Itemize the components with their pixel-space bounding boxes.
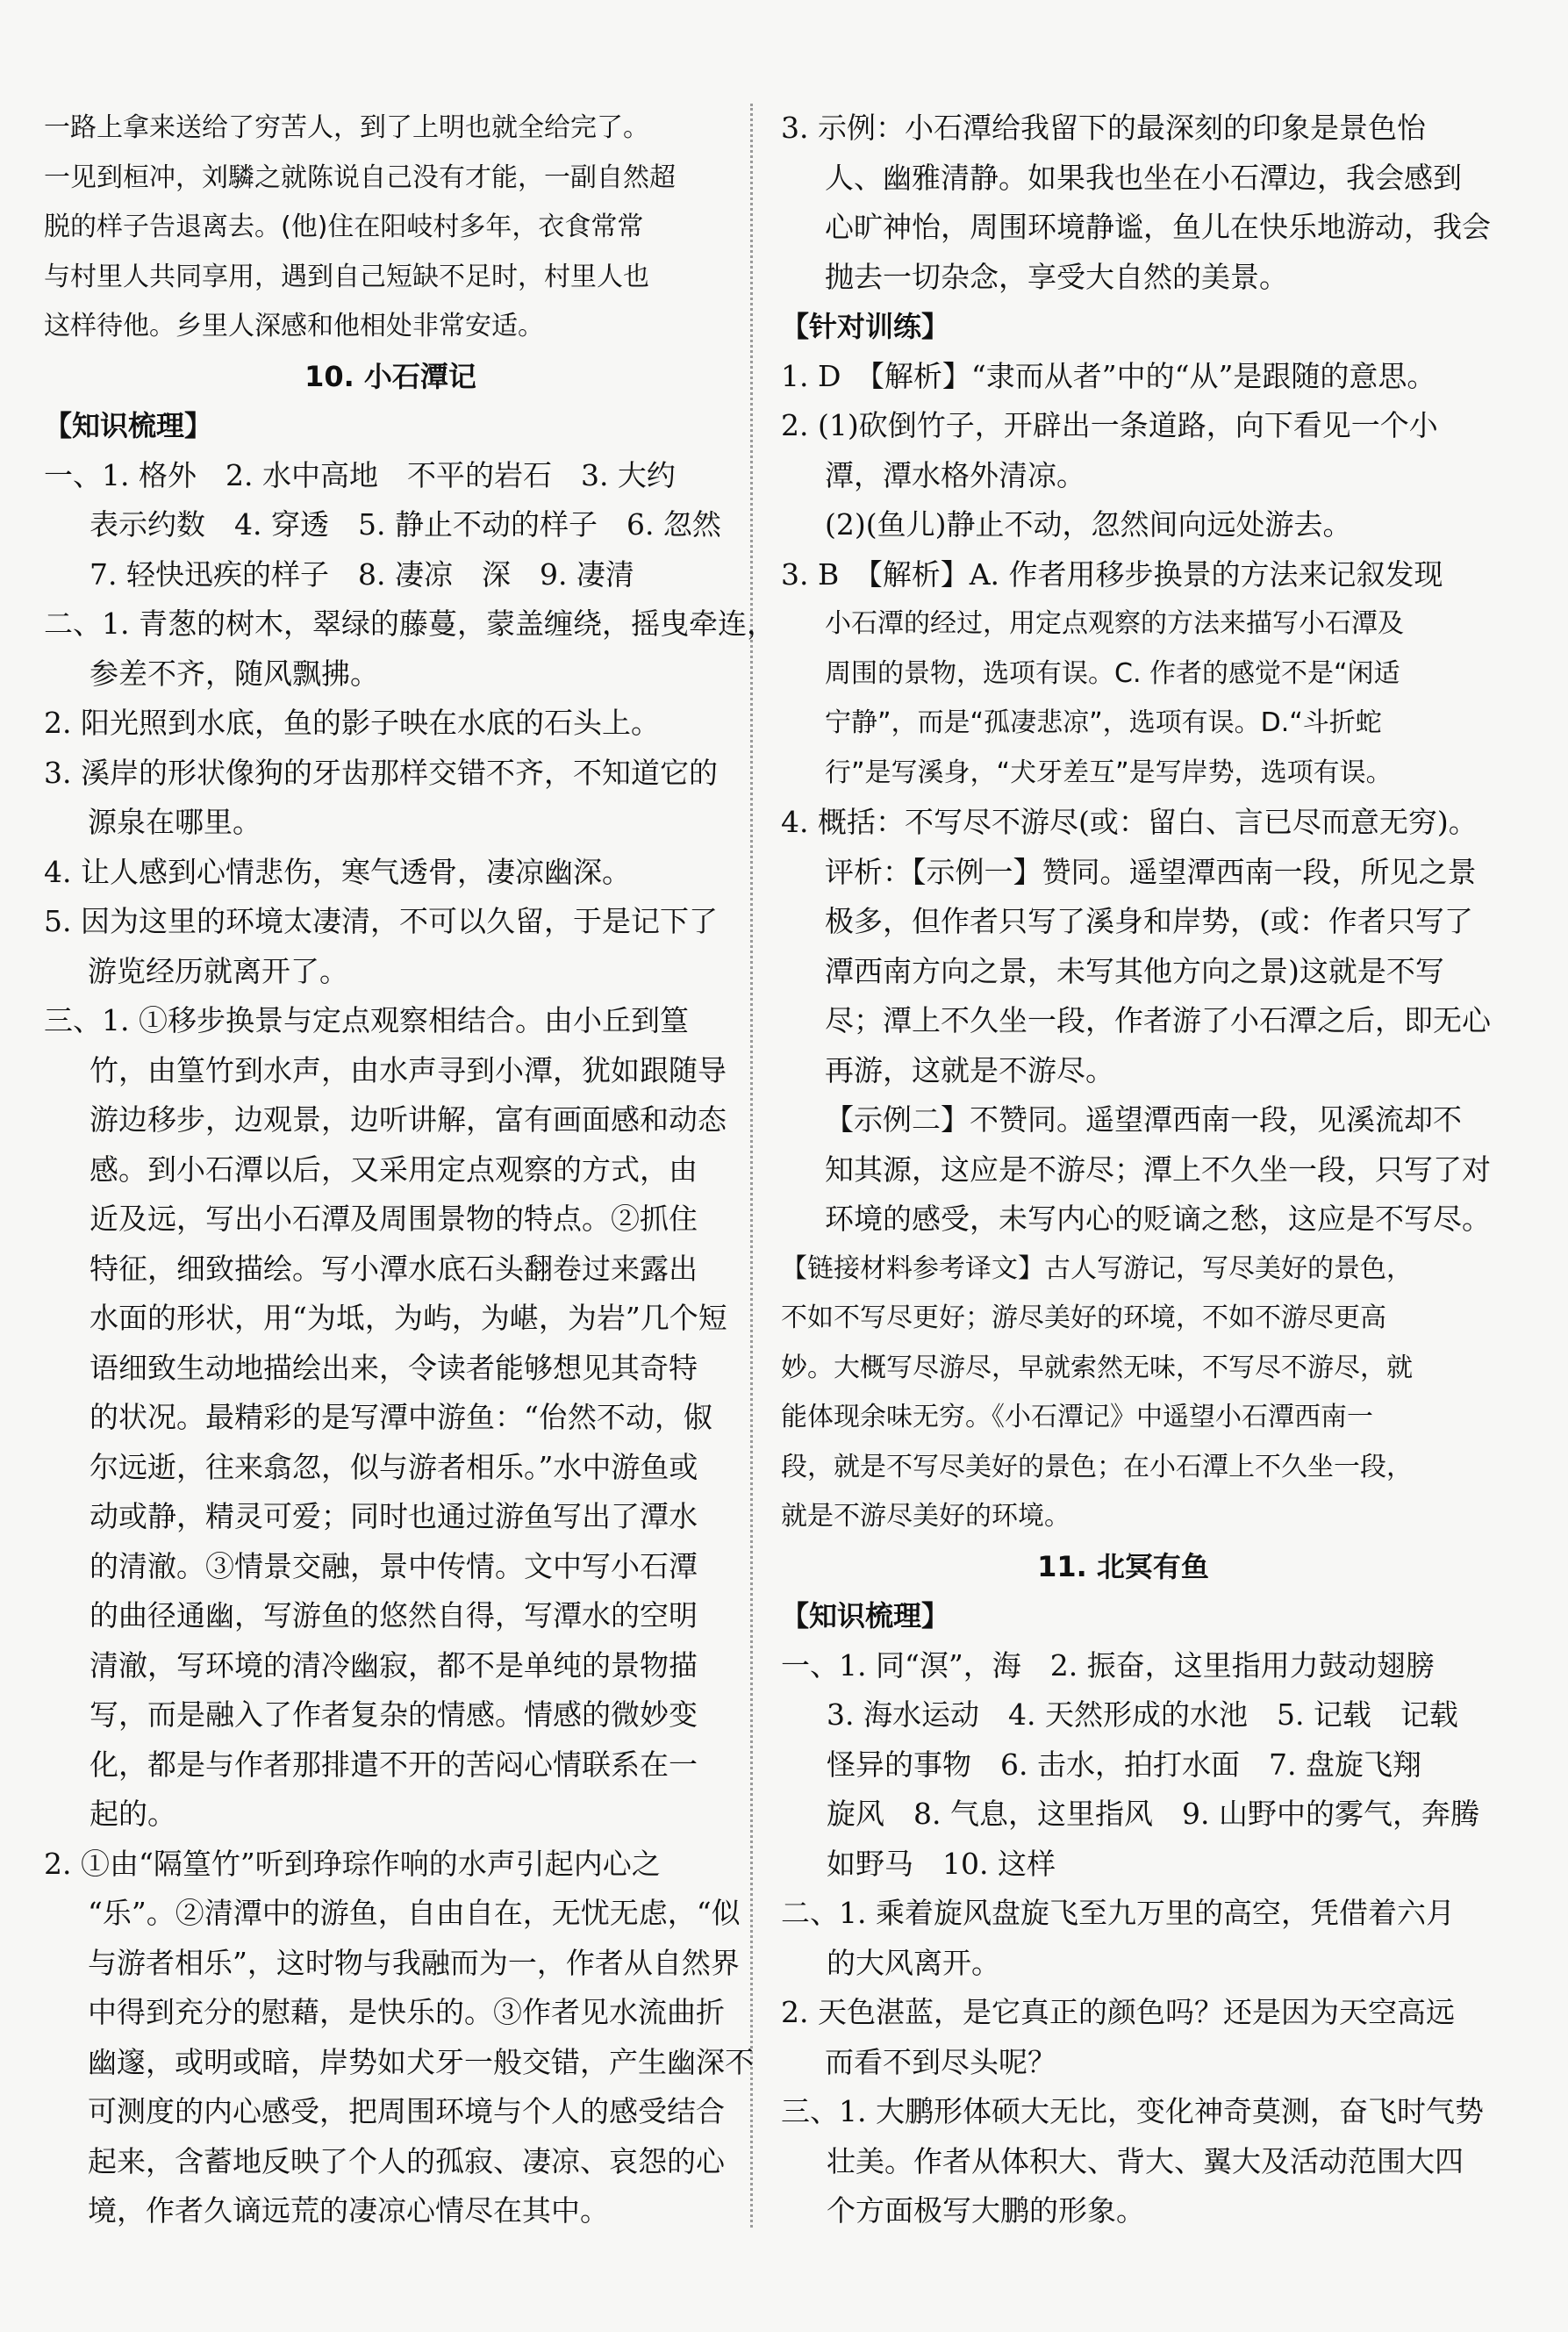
knowledge-heading: 【知识梳理】 — [781, 1599, 950, 1632]
answer-line: 1. D 【解析】“隶而从者”中的“从”是跟随的意思。 — [781, 358, 1436, 393]
answer-line: 2. ①由“隔篁竹”听到琤琮作响的水声引起内心之 — [44, 1846, 661, 1881]
reference-translation-line: 能体现余味无穷。《小石潭记》中遥望小石潭西南一 — [781, 1402, 1373, 1432]
answer-line: (2)(鱼儿)静止不动，忽然间向远处游去。 — [825, 507, 1352, 542]
left-column — [44, 104, 776, 2236]
answer-line: 境，作者久谪远荒的凄凉心情尽在其中。 — [88, 2193, 609, 2228]
answer-line: 幽邃，或明或暗，岸势如犬牙一般交错，产生幽深不 — [88, 2044, 754, 2079]
answer-line: 5. 因为这里的环境太凄清，不可以久留，于是记下了 — [44, 904, 718, 938]
answer-line: 人、幽雅清静。如果我也坐在小石潭边，我会感到 — [825, 160, 1462, 195]
text-line: 一见到桓冲，刘驎之就陈说自己没有才能，一副自然超 — [44, 161, 676, 193]
answer-line: 个方面极写大鹏的形象。 — [827, 2193, 1145, 2228]
answer-line: 旋风 8. 气息，这里指风 9. 山野中的雾气，奔腾 — [827, 1797, 1479, 1831]
answer-line: 感。到小石潭以后，又采用定点观察的方式，由 — [89, 1152, 698, 1187]
column-divider — [750, 104, 753, 2228]
answer-line: 知其源，这应是不游尽；潭上不久坐一段，只写了对 — [825, 1152, 1491, 1187]
answer-line: 心旷神怡，周围环境静谧，鱼儿在快乐地游动，我会 — [825, 210, 1491, 244]
answer-line: 4. 让人感到心情悲伤，寒气透骨，凄凉幽深。 — [44, 854, 631, 889]
reference-translation-line: 段，就是不写尽美好的景色；在小石潭上不久坐一段， — [781, 1451, 1413, 1482]
answer-line: 近及远，写出小石潭及周围景物的特点。②抓住 — [89, 1202, 698, 1236]
answer-line: 的大风离开。 — [827, 1945, 1000, 1980]
section-title-11: 11. 北冥有鱼 — [1037, 1549, 1209, 1583]
answer-line: 与游者相乐”，这时物与我融而为一，作者从自然界 — [88, 1945, 740, 1980]
answer-line: 2. 阳光照到水底，鱼的影子映在水底的石头上。 — [44, 706, 660, 740]
answer-line: 一、1. 同“溟”，海 2. 振奋，这里指用力鼓动翅膀 — [781, 1647, 1435, 1683]
answer-line: 可测度的内心感受，把周围环境与个人的感受结合 — [88, 2094, 725, 2128]
answer-line: “乐”。②清潭中的游鱼，自由自在，无忧无虑，“似 — [88, 1896, 741, 1930]
answer-line: 游览经历就离开了。 — [88, 953, 348, 988]
answer-line: 二、1. 青葱的树木，翠绿的藤蔓，蒙盖缠绕，摇曳牵连， — [44, 606, 776, 641]
answer-line: 7. 轻快迅疾的样子 8. 凄凉 深 9. 凄清 — [89, 556, 634, 592]
answer-line: 3. B 【解析】A. 作者用移步换景的方法来记叙发现 — [781, 556, 1443, 592]
answer-line: 抛去一切杂念，享受大自然的美景。 — [825, 259, 1288, 294]
answer-line: 环境的感受，未写内心的贬谪之愁，这应是不写尽。 — [825, 1202, 1491, 1236]
answer-line: 3. 海水运动 4. 天然形成的水池 5. 记载 记载 — [827, 1697, 1458, 1732]
answer-line: 竹，由篁竹到水声，由水声寻到小潭，犹如跟随导 — [89, 1052, 727, 1087]
answer-line: 怪异的事物 6. 击水，拍打水面 7. 盘旋飞翔 — [827, 1747, 1421, 1782]
answer-line: 尽；潭上不久坐一段，作者游了小石潭之后，即无心 — [825, 1003, 1491, 1037]
answer-line: 小石潭的经过，用定点观察的方法来描写小石潭及 — [825, 608, 1404, 639]
answer-line: 游边移步，边观景，边听讲解，富有画面感和动态 — [89, 1102, 727, 1137]
reference-translation-line: 【链接材料参考译文】古人写游记，写尽美好的景色， — [781, 1252, 1413, 1284]
answer-line: 二、1. 乘着旋风盘旋飞至九万里的高空，凭借着六月 — [781, 1896, 1455, 1930]
answer-line: 3. 示例：小石潭给我留下的最深刻的印象是景色怡 — [781, 111, 1426, 145]
answer-line: 而看不到尽头呢？ — [825, 2044, 1056, 2079]
answer-line: 周围的景物，选项有误。C. 作者的感觉不是“闲适 — [825, 657, 1400, 689]
answer-line: 【示例二】不赞同。遥望潭西南一段，见溪流却不 — [825, 1102, 1462, 1137]
answer-line: 3. 溪岸的形状像狗的牙齿那样交错不齐，不知道它的 — [44, 755, 718, 790]
answer-line: 化，都是与作者那排遣不开的苦闷心情联系在一 — [89, 1747, 698, 1782]
answer-line: 特征，细致描绘。写小潭水底石头翻卷过来露出 — [89, 1251, 698, 1286]
answer-line: 中得到充分的慰藉，是快乐的。③作者见水流曲折 — [88, 1995, 725, 2029]
answer-line: 行”是写溪身，“犬牙差互”是写岸势，选项有误。 — [825, 757, 1393, 788]
answer-line: 2. (1)砍倒竹子，开辟出一条道路，向下看见一个小 — [781, 408, 1438, 442]
answer-line: 4. 概括：不写尽不游尽(或：留白、言已尽而意无穷)。 — [781, 805, 1478, 839]
answer-line: 清澈，写环境的清冷幽寂，都不是单纯的景物描 — [89, 1647, 698, 1683]
reference-translation-line: 妙。大概写尽游尽，早就索然无味，不写尽不游尽，就 — [781, 1352, 1413, 1383]
answer-line: 壮美。作者从体积大、背大、翼大及活动范围大四 — [827, 2143, 1464, 2178]
answer-line: 再游，这就是不游尽。 — [825, 1052, 1114, 1087]
answer-line: 起的。 — [89, 1797, 176, 1831]
text-line: 脱的样子告退离去。(他)住在阳岐村多年，衣食常常 — [44, 212, 644, 242]
answer-line: 2. 天色湛蓝，是它真正的颜色吗？还是因为天空高远 — [781, 1995, 1455, 2029]
answer-line: 的状况。最精彩的是写潭中游鱼：“佁然不动，俶 — [89, 1400, 712, 1434]
answer-line: 评析：【示例一】赞同。遥望潭西南一段，所见之景 — [825, 854, 1477, 889]
answer-line: 宁静”，而是“孤凄悲凉”，选项有误。D.“斗折蛇 — [825, 707, 1382, 738]
text-line: 一路上拿来送给了穷苦人，到了上明也就全给完了。 — [44, 112, 649, 143]
answer-line: 如野马 10. 这样 — [827, 1846, 1056, 1881]
answer-line: 写，而是融入了作者复杂的情感。情感的微妙变 — [89, 1697, 698, 1732]
answer-line: 水面的形状，用“为坻，为屿，为嵁，为岩”几个短 — [89, 1301, 727, 1335]
reference-translation-line: 不如不写尽更好；游尽美好的环境，不如不游尽更高 — [781, 1302, 1386, 1333]
answer-line: 源泉在哪里。 — [88, 805, 261, 839]
section-title-10: 10. 小石潭记 — [304, 359, 476, 393]
reference-translation-line: 就是不游尽美好的环境。 — [781, 1501, 1070, 1532]
answer-line: 动或静，精灵可爱；同时也通过游鱼写出了潭水 — [89, 1499, 698, 1533]
answer-line: 表示约数 4. 穿透 5. 静止不动的样子 6. 忽然 — [89, 507, 721, 542]
training-heading: 【针对训练】 — [781, 310, 950, 343]
answer-line: 的曲径通幽，写游鱼的悠然自得，写潭水的空明 — [89, 1598, 698, 1632]
answer-line: 三、1. ①移步换景与定点观察相结合。由小丘到篁 — [44, 1003, 689, 1037]
answer-line: 潭，潭水格外清凉。 — [825, 457, 1085, 492]
answer-line: 潭西南方向之景，未写其他方向之景)这就是不写 — [825, 953, 1444, 988]
answer-line: 起来，含蓄地反映了个人的孤寂、凄凉、哀怨的心 — [88, 2143, 725, 2178]
text-line: 与村里人共同享用，遇到自己短缺不足时，村里人也 — [44, 261, 649, 292]
answer-line: 一、1. 格外 2. 水中高地 不平的岩石 3. 大约 — [44, 457, 676, 492]
text-line: 这样待他。乡里人深感和他相处非常安适。 — [44, 311, 544, 341]
answer-line: 三、1. 大鹏形体硕大无比，变化神奇莫测，奋飞时气势 — [781, 2094, 1484, 2128]
knowledge-heading: 【知识梳理】 — [44, 409, 213, 442]
answer-line: 参差不齐，随风飘拂。 — [89, 656, 379, 691]
answer-line: 尔远逝，往来翕忽，似与游者相乐。”水中游鱼或 — [89, 1449, 698, 1484]
answer-line: 的清澈。③情景交融，景中传情。文中写小石潭 — [89, 1548, 698, 1583]
answer-line: 语细致生动地描绘出来，令读者能够想见其奇特 — [89, 1350, 698, 1385]
right-column — [781, 104, 1491, 2236]
answer-line: 极多，但作者只写了溪身和岸势，(或：作者只写了 — [825, 904, 1473, 938]
